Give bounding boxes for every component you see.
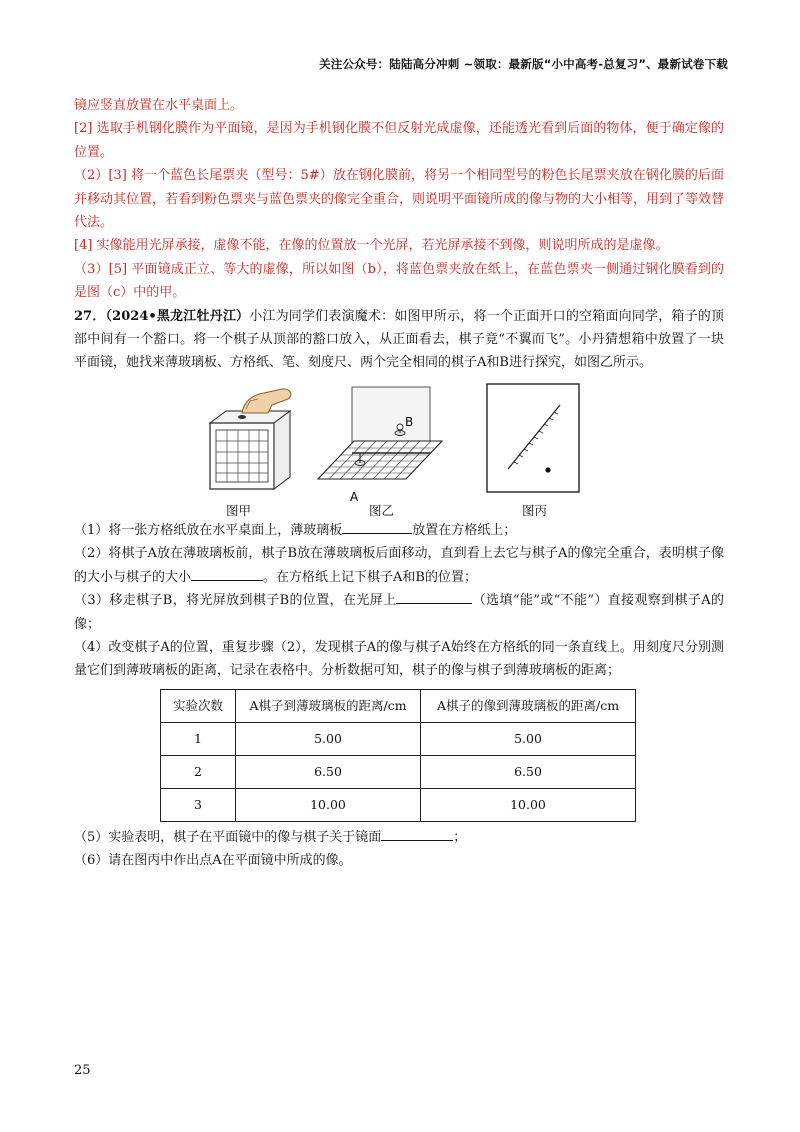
step-3-blank[interactable] (396, 589, 472, 604)
step-5-blank[interactable] (381, 826, 453, 841)
step-3 (74, 589, 724, 636)
table-row (161, 788, 636, 821)
step-2-text-b: 。在方格纸上记下棋子A和B的位置； (263, 569, 477, 585)
table-cell: 1 (161, 722, 236, 755)
figure-jia-box-illustration (202, 383, 298, 495)
question-number: 27． (74, 308, 106, 324)
step-5-text-b: ； (453, 829, 467, 845)
figure-yi-caption: 图乙 (369, 502, 395, 518)
question-stem: 小江为同学们表演魔术：如图甲所示，将一个正面开口的空箱面向同学，箱子的顶部中间有一个豁口。将一个棋子从顶部的豁口放入，从正面看去，棋子竟“不翼而飞”。小丹猜想箱中放置了一块平面镜，她找来薄玻璃板、方格纸、笔、刻度尺、两个完全相同的棋子A和B进行探究，如图乙所示。 (74, 308, 724, 371)
figures-row (74, 383, 724, 519)
page-header: 关注公众号：陆陆高分冲刺 ~领取：最新版“小中高考-总复习”、最新试卷下载 (319, 57, 728, 71)
table-cell: 2 (161, 755, 236, 788)
answer-line-4: [4] 实像能用光屏承接，虚像不能，在像的位置放一个光屏，若光屏承接不到像，则说明所成的是虚像。 (74, 238, 669, 254)
step-4: （4）改变棋子A的位置，重复步骤（2），发现棋子A的像与棋子A始终在方格纸的同一条直线上。用刻度尺分别测量它们到薄玻璃板的距离，记录在表格中。分析数据可知，棋子的像与棋子到薄玻璃板的距离； (74, 639, 724, 679)
step-6: （6）请在图丙中作出点A在平面镜中所成的像。 (74, 853, 352, 869)
step-3-text-a: （3）移走棋子B，将光屏放到棋子B的位置，在光屏上 (74, 593, 397, 609)
answer-line-5: （3）[5] 平面镜成正立、等大的虚像，所以如图（b），将蓝色票夹放在纸上，在蓝色票夹一侧通过钢化膜看到的是图（c）中的甲。 (74, 261, 724, 301)
step-2 (74, 542, 724, 589)
table-header-row (161, 689, 636, 722)
step-2-text-a: （2）将棋子A放在薄玻璃板前，棋子B放在薄玻璃板后面移动，直到看上去它与棋子A的像完全重合，表明棋子像的大小与棋子的大小 (74, 546, 724, 585)
table-header-cell: 实验次数 (161, 689, 236, 722)
question-source: （2024•黑龙江牡丹江） (105, 308, 250, 324)
figure-yi-label-b: B (405, 414, 414, 429)
figure-jia-caption: 图甲 (226, 502, 252, 518)
figure-bing-mirror-illustration (486, 383, 580, 495)
page-number: 25 (74, 1063, 91, 1078)
table-header-cell: A棋子到薄玻璃板的距离/cm (236, 689, 421, 722)
table-cell: 10.00 (421, 788, 636, 821)
step-1-text-b: 放置在方格纸上； (412, 522, 517, 538)
table-cell: 5.00 (236, 722, 421, 755)
question-27 (74, 305, 724, 375)
table-cell: 6.50 (236, 755, 421, 788)
step-5-text-a: （5）实验表明，棋子在平面镜中的像与棋子关于镜面 (74, 829, 382, 845)
page-content (74, 94, 724, 873)
step-3-text-b: （选填“能”或“不能”）直接观察到棋子A的像； (74, 593, 724, 632)
table-row (161, 722, 636, 755)
step-1 (74, 519, 724, 542)
table-cell: 5.00 (421, 722, 636, 755)
answer-line-3: （2）[3] 将一个蓝色长尾票夹（型号：5#）放在钢化膜前，将另一个相同型号的粉色长尾票夹放在钢化膜的后面并移动其位置，若看到粉色票夹与蓝色票夹的像完全重合，则说明平面镜所成的像与物的大小相等，用到了等效替代法。 (74, 168, 725, 231)
figure-yi-label-a: A (350, 489, 359, 504)
figure-bing-caption: 图丙 (522, 502, 548, 518)
answer-line-1: 镜应竖直放置在水平桌面上。 (74, 98, 244, 113)
table-header-cell: A棋子的像到薄玻璃板的距离/cm (421, 689, 636, 722)
step-1-text-a: （1）将一张方格纸放在水平桌面上，薄玻璃板 (74, 522, 343, 538)
table-cell: 10.00 (236, 788, 421, 821)
point-a-dot (545, 467, 550, 472)
figure-yi-glass-grid-illustration (314, 383, 444, 511)
step-2-blank[interactable] (191, 566, 263, 581)
table-cell: 6.50 (421, 755, 636, 788)
table-cell: 3 (161, 788, 236, 821)
data-table (160, 689, 636, 822)
step-5 (74, 826, 724, 849)
table-row (161, 755, 636, 788)
answer-line-2: [2] 选取手机钢化膜作为平面镜，是因为手机钢化膜不但反射光成虚像，还能透光看到后面的物体，便于确定像的位置。 (74, 121, 724, 160)
